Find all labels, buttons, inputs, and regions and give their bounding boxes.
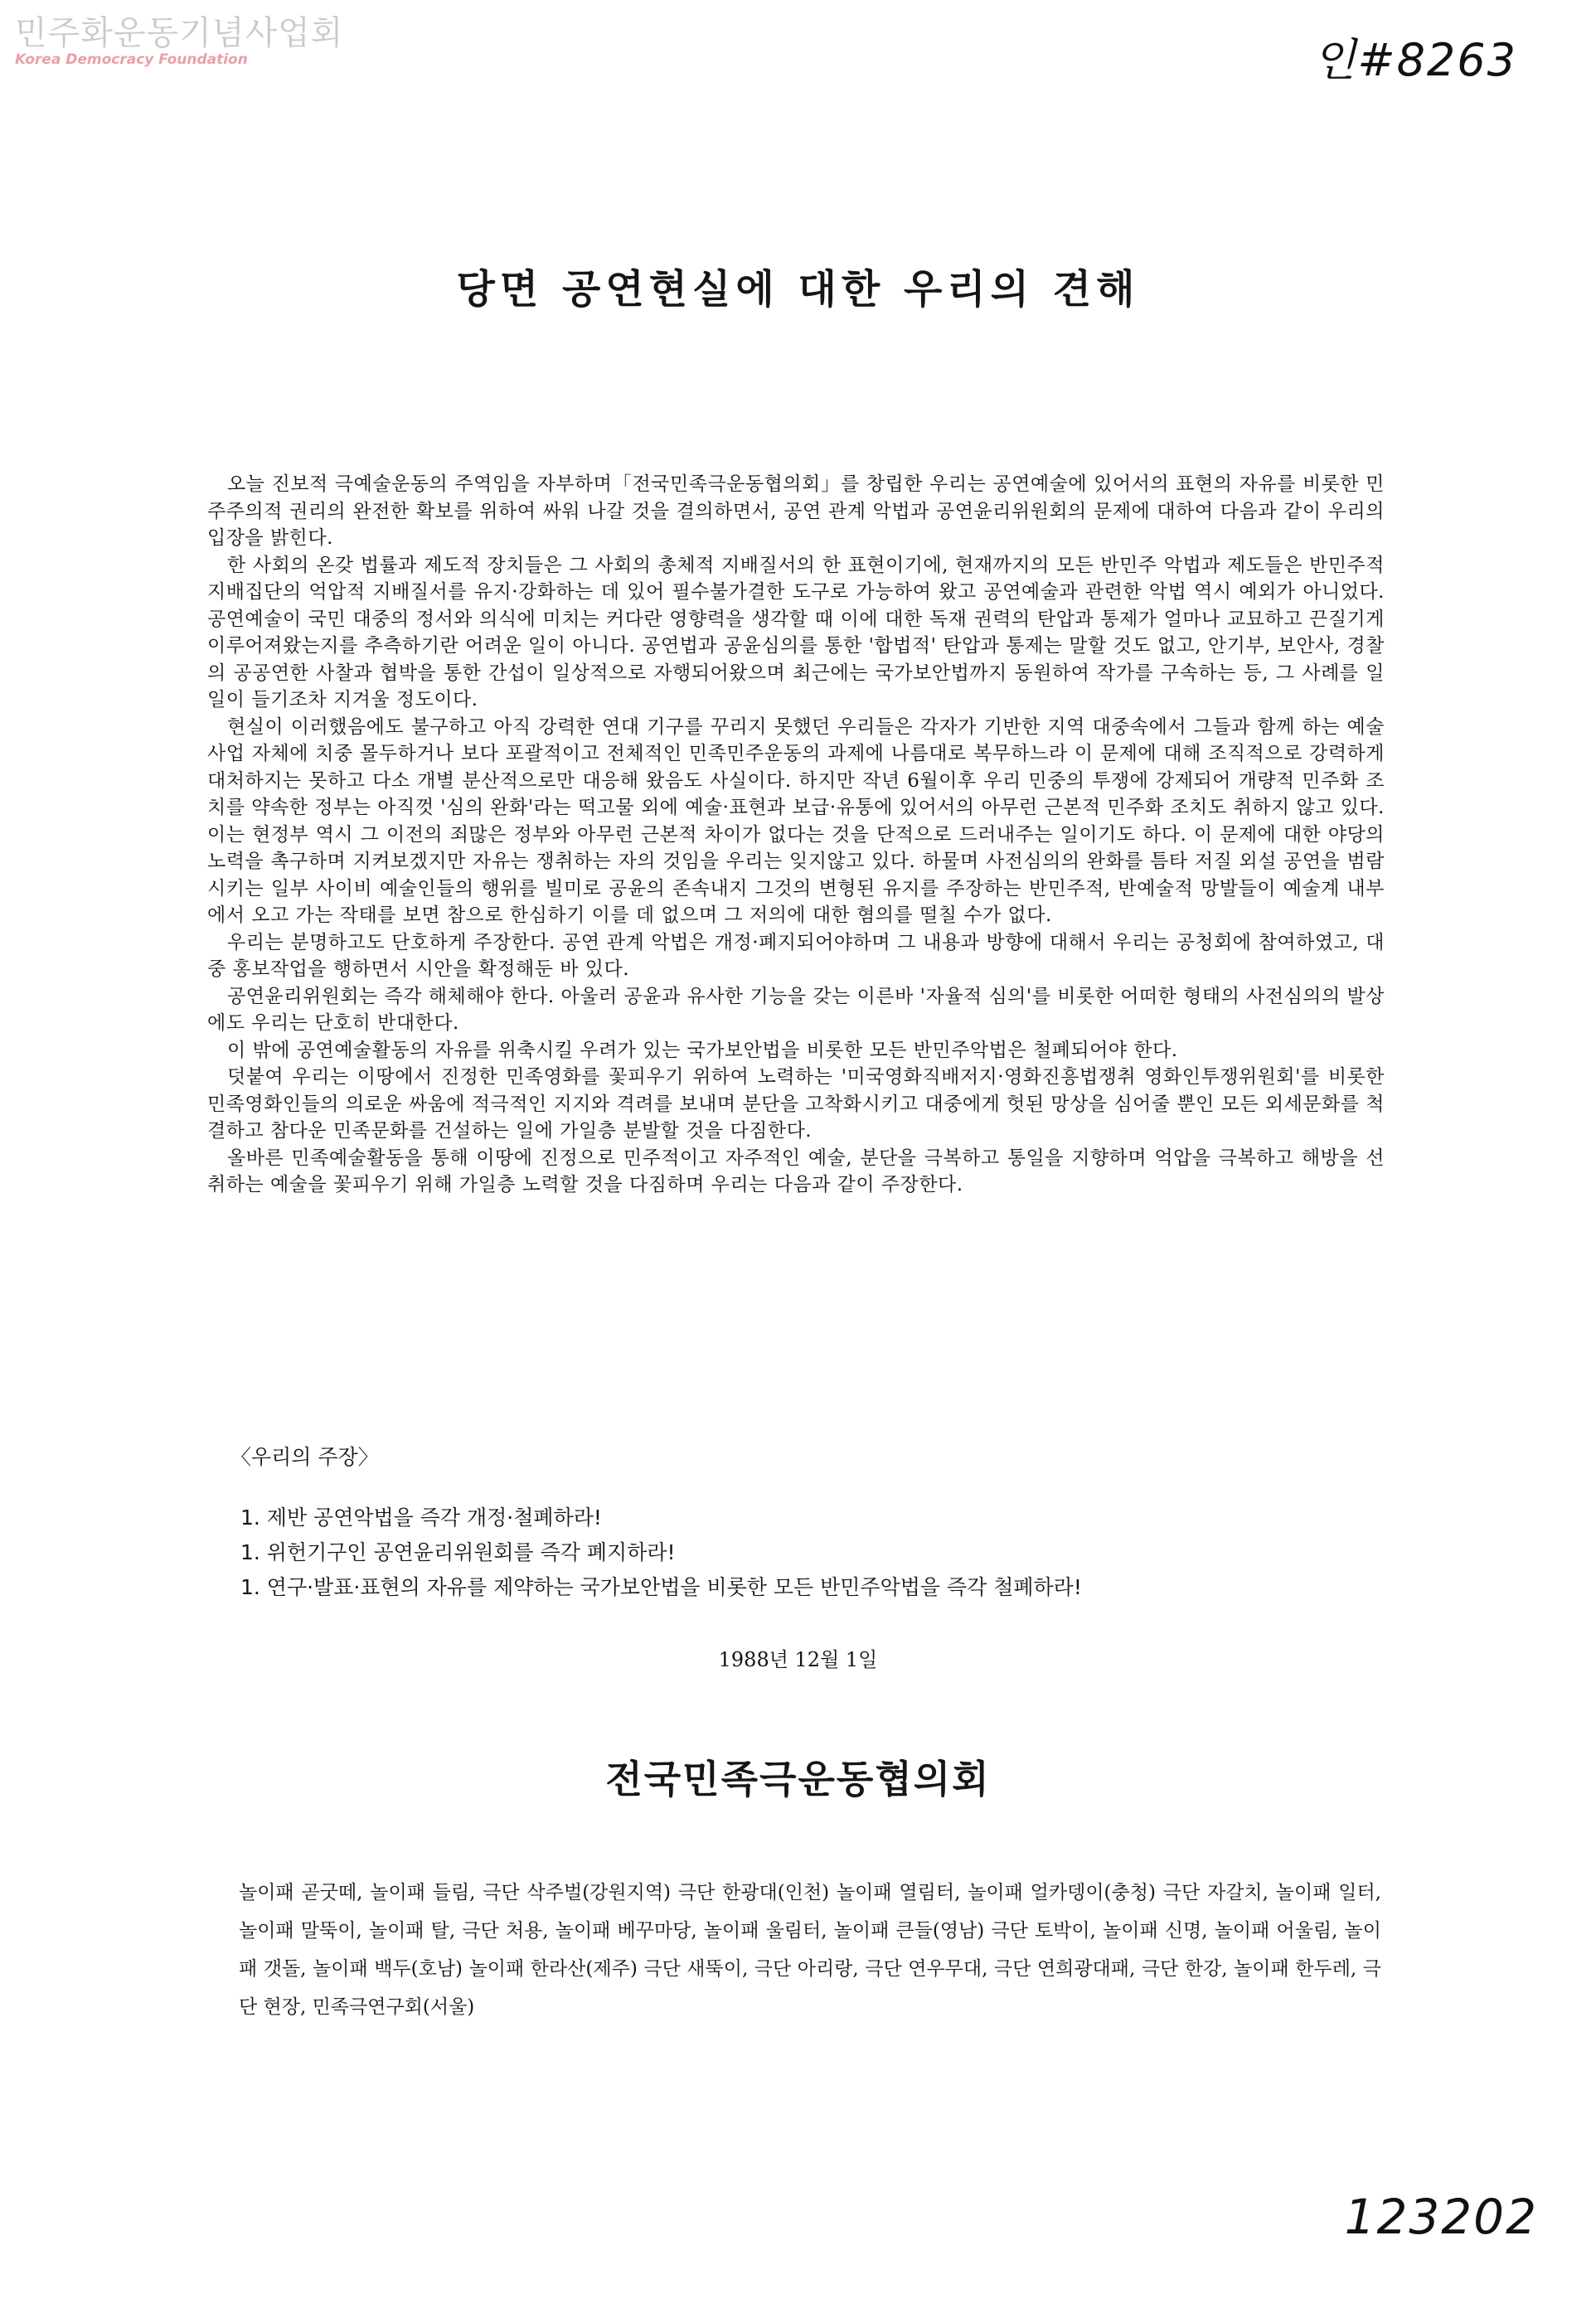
claims-heading: 〈우리의 주장〉 — [230, 1445, 379, 1469]
member-groups-list: 놀이패 곧굿떼, 놀이패 들림, 극단 삭주벌(강원지역) 극단 한광대(인천) 놀이패 열림터, 놀이패 얼카뎅이(충청) 극단 자갈치, 놀이패 일터, 놀이패 말뚝이, 놀이패 탈, 극단 처용, 놀이패 베꾸마당, 놀이패 울림터, 놀이패 큰들(영남) 극단 토박이, 놀이패 신명, 놀이패 어울림, 놀이패 갯돌, 놀이패 백두(호남) 놀이패 한라산(제주) 극단 새뚝이, 극단 아리랑, 극단 연우무대, 극단 연희광대패, 극단 한강, 놀이패 한두레, 극단 현장, 민족극연구회(서울) — [239, 1882, 1381, 2018]
paragraph: 오늘 진보적 극예술운동의 주역임을 자부하며「전국민족극운동협의회」를 창립한 우리는 공연예술에 있어서의 표현의 자유를 비롯한 민주주의적 권리의 완전한 확보를 위하여 싸워 나갈 것을 결의하면서, 공연 관계 악법과 공연윤리위원회의 문제에 대하여 다음과 같이 우리의 입장을 밝힌다. — [207, 473, 1385, 549]
claim-item: 1. 위헌기구인 공연윤리위원회를 즉각 폐지하라! — [240, 1540, 676, 1564]
organization-name: 전국민족극운동협의회 — [605, 1757, 991, 1801]
document-date: 1988년 12월 1일 — [718, 1648, 878, 1671]
watermark-english: Korea Democracy Foundation — [15, 51, 248, 68]
paragraph: 덧붙여 우리는 이땅에서 진정한 민족영화를 꽃피우기 위하여 노력하는 '미국영화직배저지·영화진흥법쟁취 영화인투쟁위원회'를 비롯한 민족영화인들의 의로운 싸움에 적극적인 지지와 격려를 보내며 분단을 고착화시키고 대중에게 헛된 망상을 심어줄 뿐인 모든 외세문화를 척결하고 참다운 민족문화를 건설하는 일에 가일층 분발할 것을 다짐한다. — [207, 1066, 1385, 1142]
claim-item: 1. 연구·발표·표현의 자유를 제약하는 국가보안법을 비롯한 모든 반민주악법을 즉각 철폐하라! — [240, 1575, 1082, 1599]
claims-list — [240, 1501, 1082, 1605]
handwritten-archive-number: 인#8263 — [1312, 34, 1517, 86]
statement-body — [207, 471, 1385, 1199]
document-title: 당면 공연현실에 대한 우리의 견해 — [456, 266, 1140, 313]
paragraph: 한 사회의 온갖 법률과 제도적 장치들은 그 사회의 총체적 지배질서의 한 표현이기에, 현재까지의 모든 반민주 악법과 제도들은 반민주적 지배집단의 억압적 지배질서를 유지·강화하는 데 있어 필수불가결한 도구로 가능하여 왔고 공연예술과 관련한 악법 역시 예외가 아니었다. 공연예술이 국민 대중의 정서와 의식에 미치는 커다란 영향력을 생각할 때 이에 대한 독재 권력의 탄압과 통제가 얼마나 교묘하고 끈질기게 이루어져왔는지를 추측하기란 어려운 일이 아니다. 공연법과 공윤심의를 통한 '합법적' 탄압과 통제는 말할 것도 없고, 안기부, 보안사, 경찰의 공공연한 사찰과 협박을 통한 간섭이 일상적으로 자행되어왔으며 최근에는 국가보안법까지 동원하여 작가를 구속하는 등, 그 사례를 일일이 들기조차 지겨울 정도이다. — [207, 554, 1385, 710]
paragraph: 공연윤리위원회는 즉각 해체해야 한다. 아울러 공윤과 유사한 기능을 갖는 이른바 '자율적 심의'를 비롯한 어떠한 형태의 사전심의의 발상에도 우리는 단호히 반대한다. — [207, 985, 1385, 1034]
handwritten-page-number: 123202 — [1344, 2189, 1538, 2245]
paragraph: 우리는 분명하고도 단호하게 주장한다. 공연 관계 악법은 개정·폐지되어야하며 그 내용과 방향에 대해서 우리는 공청회에 참여하였고, 대중 홍보작업을 행하면서 시안을 확정해둔 바 있다. — [207, 931, 1385, 980]
paragraph: 이 밖에 공연예술활동의 자유를 위축시킬 우려가 있는 국가보안법을 비롯한 모든 반민주악법은 철폐되어야 한다. — [227, 1039, 1178, 1061]
paragraph: 올바른 민족예술활동을 통해 이땅에 진정으로 민주적이고 자주적인 예술, 분단을 극복하고 통일을 지향하며 억압을 극복하고 해방을 선취하는 예술을 꽃피우기 위해 가일층 노력할 것을 다짐하며 우리는 다음과 같이 주장한다. — [207, 1147, 1385, 1195]
paragraph: 현실이 이러했음에도 불구하고 아직 강력한 연대 기구를 꾸리지 못했던 우리들은 각자가 기반한 지역 대중속에서 그들과 함께 하는 예술사업 자체에 치중 몰두하거나 보다 포괄적이고 전체적인 민족민주운동의 과제에 나름대로 복무하느라 이 문제에 대해 조직적으로 강력하게 대처하지는 못하고 다소 개별 분산적으로만 대응해 왔음도 사실이다. 하지만 작년 6월이후 우리 민중의 투쟁에 강제되어 개량적 민주화 조치를 약속한 정부는 아직껏 '심의 완화'라는 떡고물 외에 예술·표현과 보급·유통에 있어서의 아무런 근본적 민주화 조치도 취하지 않고 있다. 이는 현정부 역시 그 이전의 죄많은 정부와 아무런 근본적 차이가 없다는 것을 단적으로 드러내주는 일이기도 하다. 이 문제에 대한 야당의 노력을 촉구하며 지켜보겠지만 자유는 쟁취하는 자의 것임을 우리는 잊지않고 있다. 하물며 사전심의의 완화를 틈타 저질 외설 공연을 범람시키는 일부 사이비 예술인들의 행위를 빌미로 공윤의 존속내지 그것의 변형된 유지를 주장하는 반민주적, 반예술적 망발들이 예술계 내부에서 오고 가는 작태를 보면 참으로 한심하기 이를 데 없으며 그 저의에 대한 혐의를 떨칠 수가 없다. — [207, 715, 1385, 926]
foundation-watermark-logo — [15, 15, 343, 68]
watermark-korean: 민주화운동기념사업회 — [15, 14, 344, 52]
claim-item: 1. 제반 공연악법을 즉각 개정·철폐하라! — [240, 1506, 602, 1530]
